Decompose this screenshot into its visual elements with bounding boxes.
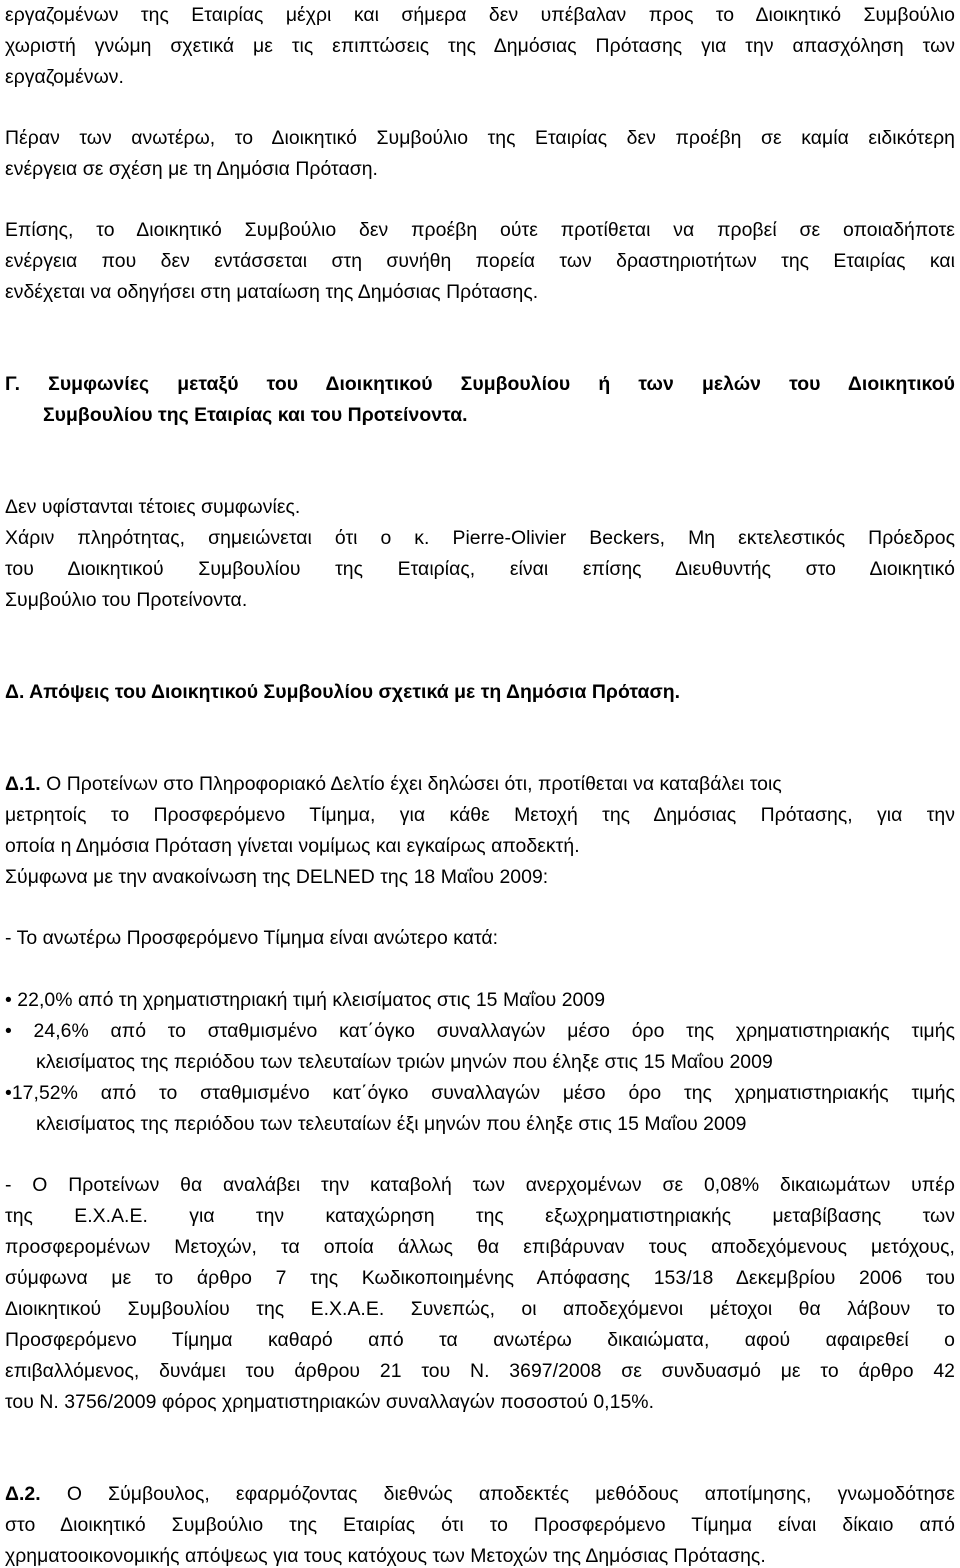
paragraph-line: του Διοικητικού Συμβουλίου της Εταιρίας, είναι επίσης Διευθυντής στο Διοικητικό xyxy=(5,558,955,580)
subsection-label-d2: Δ.2. xyxy=(5,1483,41,1505)
section-heading-g-continued: Συμβουλίου της Εταιρίας και του Προτείνοντα. xyxy=(43,404,468,426)
paragraph-line: Επίσης, το Διοικητικό Συμβούλιο δεν προέβη ούτε προτίθεται να προβεί σε οποιαδήποτε xyxy=(5,219,955,241)
paragraph-line: εργαζομένων της Εταιρίας μέχρι και σήμερα δεν υπέβαλαν προς το Διοικητικό Συμβούλιο xyxy=(5,4,955,26)
paragraph-line: Χάριν πληρότητας, σημειώνεται ότι ο κ. Pierre-Olivier Beckers, Μη εκτελεστικός Πρόεδρος xyxy=(5,527,955,549)
paragraph-line: - Ο Προτείνων θα αναλάβει την καταβολή των ανερχομένων σε 0,08% δικαιωμάτων υπέρ xyxy=(5,1174,955,1196)
paragraph-line: εργαζομένων. xyxy=(5,66,124,88)
paragraph-line: της Ε.Χ.Α.Ε. για την καταχώρηση της εξωχρηματιστηριακής μεταβίβασης των xyxy=(5,1205,955,1227)
paragraph-line: Σύμφωνα με την ανακοίνωση της DELNED της 18 Μαΐου 2009: xyxy=(5,866,549,888)
paragraph-line: Δεν υφίστανται τέτοιες συμφωνίες. xyxy=(5,496,301,518)
paragraph-line: Πέραν των ανωτέρω, το Διοικητικό Συμβούλιο της Εταιρίας δεν προέβη σε καμία ειδικότερη xyxy=(5,127,955,149)
paragraph-line: σύμφωνα με το άρθρο 7 της Κωδικοποιημένης Απόφασης 153/18 Δεκεμβρίου 2006 του xyxy=(5,1267,955,1289)
paragraph-line: χωριστή γνώμη σχετικά με τις επιπτώσεις της Δημόσιας Πρότασης για την απασχόληση των xyxy=(5,35,955,57)
paragraph-line: - Το ανωτέρω Προσφερόμενο Τίμημα είναι ανώτερο κατά: xyxy=(5,927,499,949)
section-heading-g: Γ. Συμφωνίες μεταξύ του Διοικητικού Συμβουλίου ή των μελών του Διοικητικού xyxy=(5,373,955,395)
paragraph-line: ενέργεια που δεν εντάσσεται στη συνήθη πορεία των δραστηριοτήτων της Εταιρίας και xyxy=(5,250,955,272)
subsection-label-d1: Δ.1. xyxy=(5,773,41,795)
paragraph-line: προσφερομένων Μετοχών, τα οποία άλλως θα επιβάρυναν τους αποδεχόμενους μετόχους, xyxy=(5,1236,955,1258)
paragraph-line: Συμβούλιο του Προτείνοντα. xyxy=(5,589,248,611)
paragraph-line: μετρητοίς το Προσφερόμενο Τίμημα, για κάθε Μετοχή της Δημόσιας Πρότασης, για την xyxy=(5,804,955,826)
paragraph-line: του Ν. 3756/2009 φόρος χρηματιστηριακών συναλλαγών ποσοστού 0,15%. xyxy=(5,1391,655,1413)
paragraph-line: χρηματοοικονομικής απόψεως για τους κατόχους των Μετοχών της Δημόσιας Πρότασης. xyxy=(5,1545,766,1567)
paragraph-text: Ο Προτείνων στο Πληροφοριακό Δελτίο έχει δηλώσει ότι, προτίθεται να καταβάλει τοις xyxy=(46,773,782,795)
paragraph-line xyxy=(5,772,955,796)
bullet-item: • 22,0% από τη χρηματιστηριακή τιμή κλεισίματος στις 15 Μαΐου 2009 xyxy=(5,989,606,1011)
paragraph-line: επιβαλλόμενος, δυνάμει του άρθρου 21 του Ν. 3697/2008 σε συνδυασμό με το άρθρο 42 xyxy=(5,1360,955,1382)
bullet-item: •17,52% από το σταθμισμένο κατ΄όγκο συναλλαγών μέσο όρο της χρηματιστηριακής τιμής xyxy=(5,1082,955,1104)
bullet-item-continued: κλεισίματος της περιόδου των τελευταίων έξι μηνών που έληξε στις 15 Μαΐου 2009 xyxy=(36,1113,747,1135)
paragraph-line: ενδέχεται να οδηγήσει στη ματαίωση της Δημόσιας Πρότασης. xyxy=(5,281,539,303)
bullet-item-continued: κλεισίματος της περιόδου των τελευταίων τριών μηνών που έληξε στις 15 Μαΐου 2009 xyxy=(36,1051,773,1073)
paragraph-line: στο Διοικητικό Συμβούλιο της Εταιρίας ότι το Προσφερόμενο Τίμημα είναι δίκαιο από xyxy=(5,1514,955,1536)
bullet-item: • 24,6% από το σταθμισμένο κατ΄όγκο συναλλαγών μέσο όρο της χρηματιστηριακής τιμής xyxy=(5,1020,955,1042)
paragraph-line: οποία η Δημόσια Πρόταση γίνεται νομίμως και εγκαίρως αποδεκτή. xyxy=(5,835,580,857)
paragraph-line: ενέργεια σε σχέση με τη Δημόσια Πρόταση. xyxy=(5,158,378,180)
paragraph-line: Διοικητικού Συμβουλίου της Ε.Χ.Α.Ε. Συνεπώς, οι αποδεχόμενοι μέτοχοι θα λάβουν το xyxy=(5,1298,955,1320)
section-heading-d: Δ. Απόψεις του Διοικητικού Συμβουλίου σχετικά με τη Δημόσια Πρόταση. xyxy=(5,681,681,703)
paragraph-text: Ο Σύμβουλος, εφαρμόζοντας διεθνώς αποδεκτές μεθόδους αποτίμησης, γνωμοδότησε xyxy=(66,1483,955,1505)
paragraph-line: Προσφερόμενο Τίμημα καθαρό από τα ανωτέρω δικαιώματα, αφού αφαιρεθεί ο xyxy=(5,1329,955,1351)
paragraph-line xyxy=(5,1482,955,1506)
